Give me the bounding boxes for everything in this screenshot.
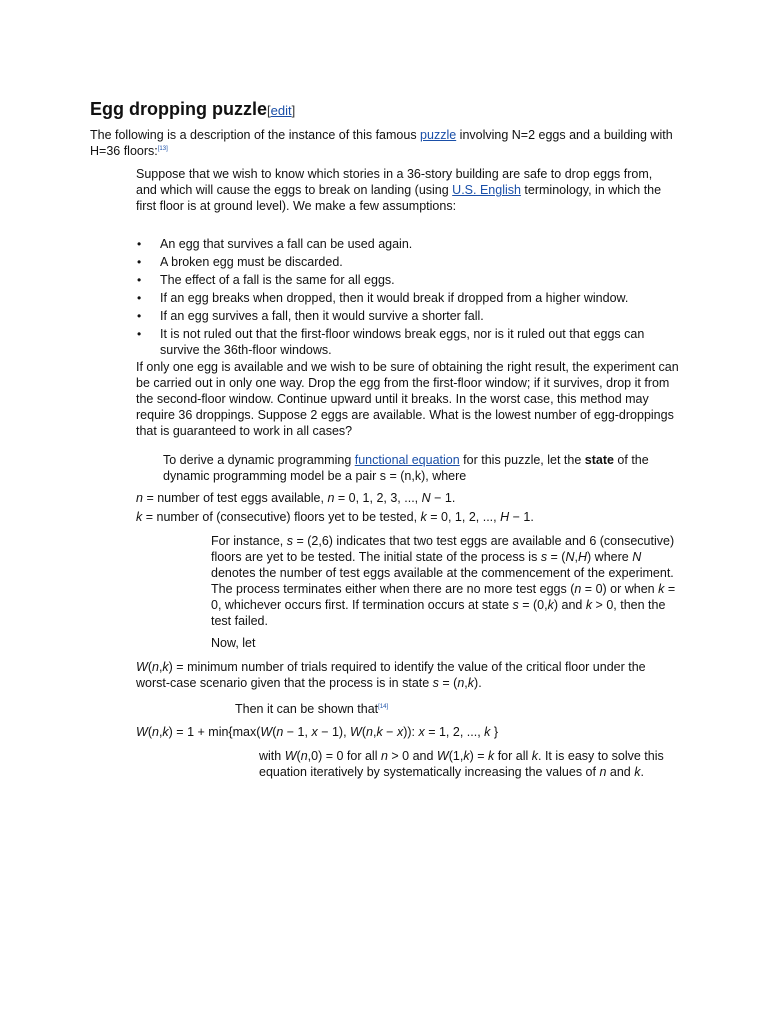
shown-text: Then it can be shown that[14] <box>235 702 389 716</box>
list-item: • An egg that survives a fall can be used again. <box>136 236 676 252</box>
now-let-text: Now, let <box>211 636 256 650</box>
section-title: Egg dropping puzzle <box>90 99 267 119</box>
quote-paragraph: Suppose that we wish to know which stories in a 36-story building are safe to drop eggs from, and which will cause the eggs to break on landing (using U.S. English terminology, in which the first floor is at ground level). We make a few assumptions: <box>136 167 662 213</box>
functional-equation-link[interactable]: functional equation <box>354 453 460 467</box>
list-item: • It is not ruled out that the first-floor windows break eggs, nor is it ruled out that eggs can survive the 36th-floor windows. <box>136 326 676 358</box>
intro-paragraph: The following is a description of the instance of this famous puzzle involving N=2 eggs and a building with H=36 floors:[13] <box>90 128 673 158</box>
w-definition: W(n,k) = minimum number of trials required to identify the value of the critical floor under the worst-case scenario given that the process is in state s = (n,k). <box>136 660 646 690</box>
assumptions-list <box>136 236 676 360</box>
list-item: • If an egg breaks when dropped, then it would break if dropped from a higher window. <box>136 290 676 306</box>
n-definition: n = number of test eggs available, n = 0, 1, 2, 3, ..., N − 1. <box>136 491 456 505</box>
edit-bracket: [edit] <box>266 103 296 118</box>
section-heading <box>90 98 295 122</box>
puzzle-link[interactable]: puzzle <box>420 128 457 142</box>
instance-paragraph: For instance, s = (2,6) indicates that two test eggs are available and 6 (consecutive) floors are yet to be tested. The initial state of the process is s = (N,H) where N denotes the number of test eggs available at the commencement of the experiment. The process terminates either when there are no more test eggs (n = 0) or when k = 0, whichever occurs first. If termination occurs at state s = (0,k) and k > 0, then the test failed. <box>211 534 676 628</box>
derive-paragraph: To derive a dynamic programming functional equation for this puzzle, let the state of the dynamic programming model be a pair s = (n,k), where <box>163 453 649 483</box>
k-definition: k = number of (consecutive) floors yet to be tested, k = 0, 1, 2, ..., H − 1. <box>136 510 534 524</box>
reference-14[interactable]: [14] <box>378 703 389 710</box>
state-term: state <box>584 453 614 467</box>
closing-paragraph: with W(n,0) = 0 for all n > 0 and W(1,k) = k for all k. It is easy to solve this equation iteratively by systematically increasing the values of n and k. <box>259 749 664 779</box>
us-english-link[interactable]: U.S. English <box>452 183 521 197</box>
recurrence-equation: W(n,k) = 1 + min{max(W(n − 1, x − 1), W(n,k − x)): x = 1, 2, ..., k } <box>136 725 499 739</box>
only-one-egg-paragraph: If only one egg is available and we wish to be sure of obtaining the right result, the experiment can be carried out in only one way. Drop the egg from the first-floor window; if it survives, drop it from the second-floor window. Continue upward until it breaks. In the worst case, this method may require 36 droppings. Suppose 2 eggs are available. What is the lowest number of egg-droppings that is guaranteed to work in all cases? <box>136 360 679 438</box>
edit-link[interactable]: edit <box>270 103 292 118</box>
list-item: • A broken egg must be discarded. <box>136 254 676 270</box>
list-item: • If an egg survives a fall, then it would survive a shorter fall. <box>136 308 676 324</box>
reference-13[interactable]: [13] <box>157 145 168 152</box>
list-item: • The effect of a fall is the same for all eggs. <box>136 272 676 288</box>
